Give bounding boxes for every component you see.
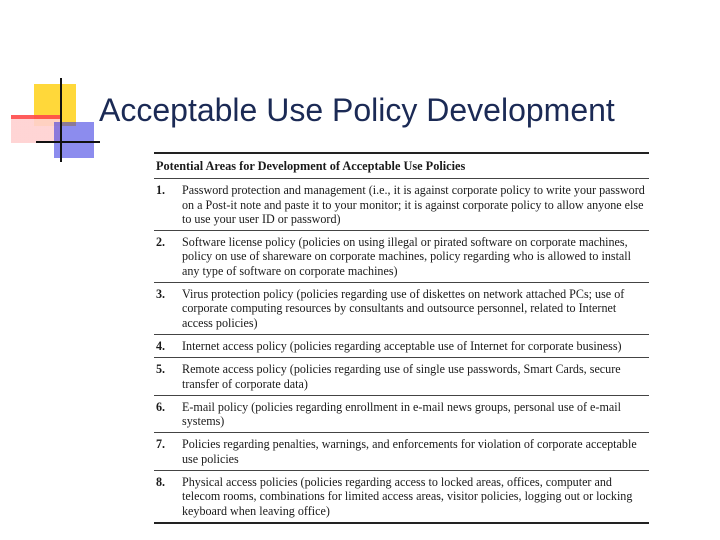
decorative-horizontal-line xyxy=(36,141,100,143)
row-number: 7. xyxy=(156,437,166,452)
row-text: Software license policy (policies on using illegal or pirated software on corporate machines, policy on use of shareware on corporate machines, policy regarding who is allowed to install any type of software on corporate machines) xyxy=(182,235,632,278)
policy-table xyxy=(154,152,649,524)
row-text: Remote access policy (policies regarding use of single use passwords, Smart Cards, secure transfer of corporate data) xyxy=(182,362,621,391)
table-row xyxy=(154,179,649,230)
row-number: 3. xyxy=(156,287,166,302)
row-text: E-mail policy (policies regarding enrollment in e-mail news groups, personal use of e-mail systems) xyxy=(182,399,621,429)
table-heading: Potential Areas for Development of Acceptable Use Policies xyxy=(156,159,466,173)
row-number: 8. xyxy=(156,475,166,490)
row-number: 2. xyxy=(156,235,166,250)
row-text: Virus protection policy (policies regarding use of diskettes on network attached PCs; use of corporate computing resources by consultants and outsource personnel, related to Internet access policies) xyxy=(182,287,625,330)
row-text: Physical access policies (policies regarding access to locked areas, offices, computer and telecom rooms, combinations for limited access areas, visitor policies, logging out or locking keyboard when leaving office) xyxy=(182,475,633,518)
row-number: 4. xyxy=(156,338,166,353)
table-row xyxy=(154,283,649,334)
table-row xyxy=(154,358,649,395)
table-row xyxy=(154,433,649,470)
row-text: Policies regarding penalties, warnings, and enforcements for violation of corporate acceptable use policies xyxy=(182,437,637,466)
table-bottom-rule xyxy=(154,522,649,524)
table-row xyxy=(154,231,649,282)
decorative-vertical-line xyxy=(60,78,62,162)
table-row xyxy=(154,335,649,357)
table-row xyxy=(154,396,649,433)
slide-title: Acceptable Use Policy Development xyxy=(99,92,615,128)
row-text: Internet access policy (policies regarding acceptable use of Internet for corporate business) xyxy=(182,338,622,353)
table-row xyxy=(154,471,649,522)
row-number: 1. xyxy=(156,183,166,198)
row-number: 5. xyxy=(156,362,166,377)
row-number: 6. xyxy=(156,399,166,414)
row-text: Password protection and management (i.e., it is against corporate policy to write your password on a Post-it note and paste it to your monitor; it is against corporate policy to allow anyone else to use your user ID or password) xyxy=(182,183,645,226)
